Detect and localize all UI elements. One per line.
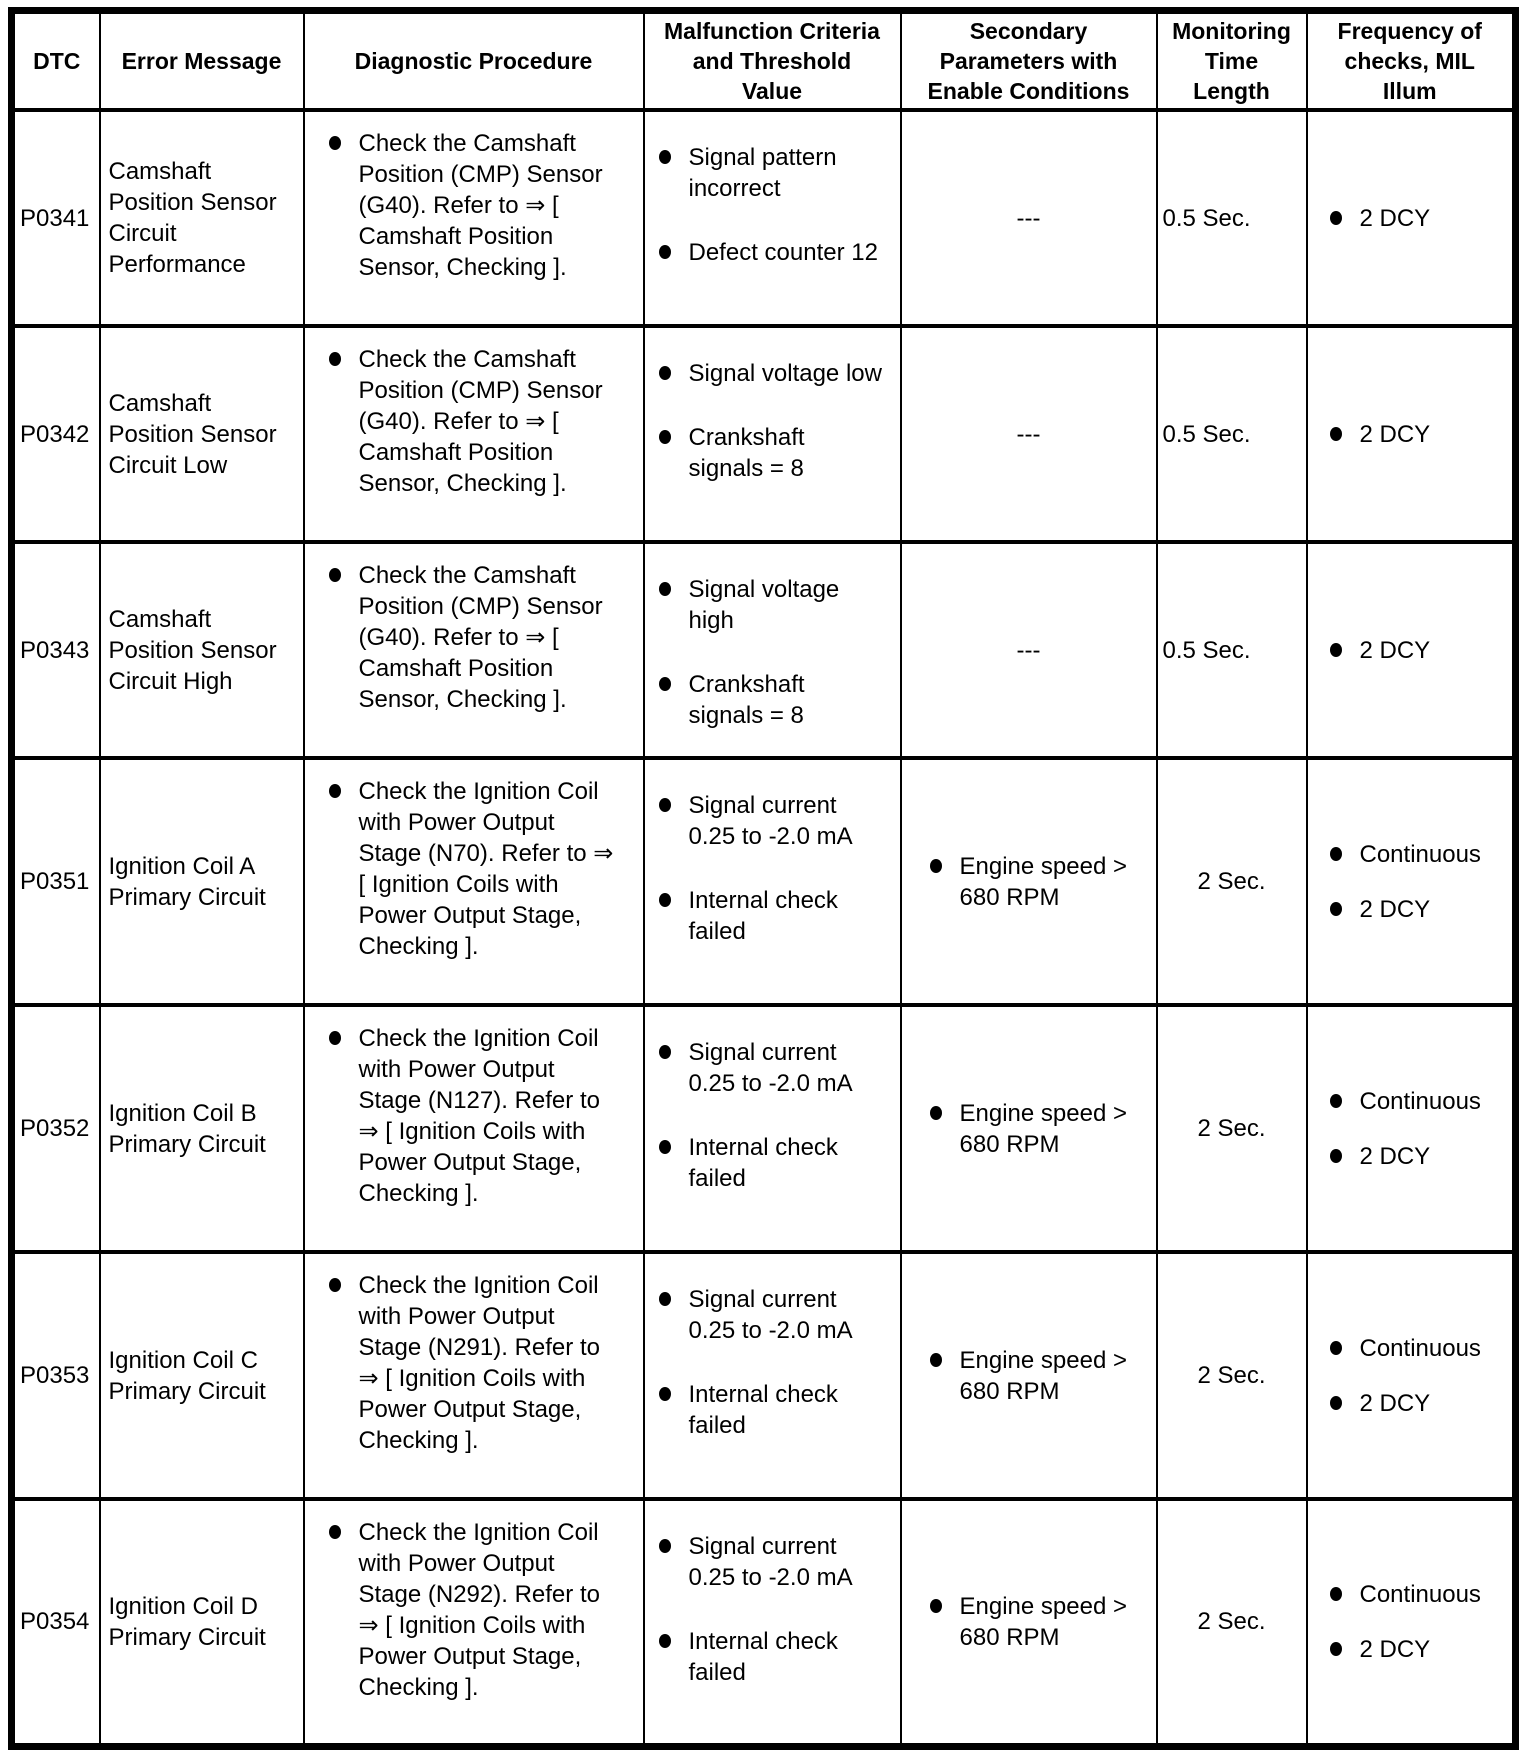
secondary-parameters-cell <box>901 1499 1157 1746</box>
bullet-text: Check the Ignition Coil with Power Output Stage (N70). Refer to ⇒ [ Ignition Coils with Power Output Stage, Checking ]. <box>358 778 614 960</box>
bullet-item <box>659 142 896 204</box>
secondary-parameters-cell <box>901 542 1157 758</box>
error-message-cell: Ignition Coil B Primary Circuit <box>100 1005 304 1252</box>
bullet-item <box>659 1132 896 1194</box>
bullet-text: Signal voltage high <box>688 576 840 634</box>
bullet-item <box>659 422 896 484</box>
bullet-text: Engine speed > 680 RPM <box>959 1346 1127 1405</box>
bullet-text: 2 DCY <box>1359 895 1431 923</box>
malfunction-criteria-cell <box>644 758 901 1005</box>
bullet-icon <box>659 1045 671 1059</box>
diagnostic-procedure-cell <box>304 326 644 542</box>
col-header-secondary-parameters <box>901 11 1157 111</box>
monitoring-time-cell: 0.5 Sec. <box>1157 110 1307 326</box>
table-row-p0342 <box>12 326 1516 542</box>
error-message-cell: Ignition Coil A Primary Circuit <box>100 758 304 1005</box>
bullet-item <box>659 358 896 389</box>
bullet-icon <box>659 1539 671 1553</box>
bullet-item <box>902 1098 1156 1160</box>
monitoring-time-cell: 0.5 Sec. <box>1157 542 1307 758</box>
frequency-cell <box>1307 1252 1516 1499</box>
diagnostic-procedure-cell <box>304 542 644 758</box>
frequency-cell <box>1307 110 1516 326</box>
bullet-text: Signal current 0.25 to -2.0 mA <box>688 1533 853 1591</box>
frequency-cell <box>1307 326 1516 542</box>
bullet-item <box>659 885 896 947</box>
error-message-cell: Camshaft Position Sensor Circuit Performance <box>100 110 304 326</box>
malfunction-criteria-cell <box>644 1005 901 1252</box>
table-body <box>12 110 1516 1746</box>
bullet-icon <box>329 1278 341 1292</box>
table-row-p0351 <box>12 758 1516 1005</box>
error-message-cell: Ignition Coil C Primary Circuit <box>100 1252 304 1499</box>
bullet-item <box>329 1270 639 1456</box>
bullet-item <box>1330 635 1513 666</box>
header-line: Enable Conditions <box>927 78 1130 104</box>
bullet-icon <box>329 352 341 366</box>
bullet-icon <box>659 798 671 812</box>
monitoring-time-cell: 0.5 Sec. <box>1157 326 1307 542</box>
diagnostic-procedure-cell <box>304 1005 644 1252</box>
bullet-text: Continuous <box>1359 840 1481 868</box>
bullet-icon <box>659 430 671 444</box>
bullet-icon <box>930 1599 942 1613</box>
malfunction-criteria-cell <box>644 542 901 758</box>
bullet-icon <box>659 1634 671 1648</box>
bullet-item <box>659 669 896 731</box>
bullet-icon <box>329 568 341 582</box>
bullet-text: 2 DCY <box>1359 636 1431 664</box>
bullet-item <box>1330 1579 1513 1610</box>
diagnostic-procedure-cell <box>304 1252 644 1499</box>
malfunction-criteria-cell <box>644 1499 901 1746</box>
bullet-icon <box>1330 1149 1342 1163</box>
no-conditions-placeholder: --- <box>1016 420 1041 448</box>
bullet-icon <box>1330 1642 1342 1656</box>
bullet-item <box>659 1531 896 1593</box>
bullet-text: Signal current 0.25 to -2.0 mA <box>688 1286 853 1344</box>
bullet-item <box>1330 1141 1513 1172</box>
bullet-icon <box>1330 211 1342 225</box>
header-line: Length <box>1193 78 1270 104</box>
secondary-parameters-cell <box>901 1252 1157 1499</box>
monitoring-time-cell: 2 Sec. <box>1157 1005 1307 1252</box>
bullet-item <box>1330 839 1513 870</box>
bullet-icon <box>659 893 671 907</box>
table-row-p0341 <box>12 110 1516 326</box>
col-header-frequency <box>1307 11 1516 111</box>
header-line: Secondary <box>969 18 1088 44</box>
bullet-item <box>329 560 639 715</box>
error-message-cell: Camshaft Position Sensor Circuit Low <box>100 326 304 542</box>
bullet-text: Continuous <box>1359 1334 1481 1362</box>
bullet-icon <box>1330 1587 1342 1601</box>
bullet-text: Internal check failed <box>688 1134 838 1192</box>
monitoring-time-cell: 2 Sec. <box>1157 1252 1307 1499</box>
bullet-text: Signal current 0.25 to -2.0 mA <box>688 1039 853 1097</box>
diagnostic-procedure-cell <box>304 1499 644 1746</box>
bullet-icon <box>1330 1094 1342 1108</box>
bullet-item <box>659 1379 896 1441</box>
bullet-text: 2 DCY <box>1359 204 1431 232</box>
diagnostic-procedure-cell <box>304 110 644 326</box>
dtc-cell: P0353 <box>12 1252 100 1499</box>
header-line: Time <box>1204 48 1259 74</box>
table-row-p0353 <box>12 1252 1516 1499</box>
bullet-icon <box>659 582 671 596</box>
header-line: Illum <box>1382 78 1437 104</box>
bullet-icon <box>659 150 671 164</box>
header-line: Parameters with <box>939 48 1118 74</box>
secondary-parameters-cell <box>901 1005 1157 1252</box>
bullet-item <box>329 1517 639 1703</box>
monitoring-time-cell: 2 Sec. <box>1157 758 1307 1005</box>
bullet-item <box>659 1037 896 1099</box>
frequency-cell <box>1307 542 1516 758</box>
bullet-text: Check the Ignition Coil with Power Output Stage (N127). Refer to ⇒ [ Ignition Coils with Power Output Stage, Checking ]. <box>358 1025 600 1207</box>
bullet-icon <box>1330 1396 1342 1410</box>
secondary-parameters-cell <box>901 110 1157 326</box>
bullet-text: Continuous <box>1359 1087 1481 1115</box>
no-conditions-placeholder: --- <box>1016 204 1041 232</box>
header-row <box>12 11 1516 111</box>
header-line: Value <box>741 78 803 104</box>
bullet-icon <box>930 859 942 873</box>
bullet-icon <box>930 1353 942 1367</box>
header-line: DTC <box>33 48 81 74</box>
error-message-cell: Ignition Coil D Primary Circuit <box>100 1499 304 1746</box>
bullet-icon <box>659 366 671 380</box>
bullet-text: Internal check failed <box>688 1381 838 1439</box>
secondary-parameters-cell <box>901 326 1157 542</box>
bullet-icon <box>930 1106 942 1120</box>
bullet-item <box>1330 203 1513 234</box>
header-line: Error Message <box>121 48 282 74</box>
bullet-text: Continuous <box>1359 1580 1481 1608</box>
error-message-cell: Camshaft Position Sensor Circuit High <box>100 542 304 758</box>
bullet-item <box>902 851 1156 913</box>
malfunction-criteria-cell <box>644 110 901 326</box>
no-conditions-placeholder: --- <box>1016 636 1041 664</box>
col-header-malfunction-criteria <box>644 11 901 111</box>
header-line: Diagnostic Procedure <box>354 48 593 74</box>
bullet-icon <box>1330 847 1342 861</box>
bullet-text: Internal check failed <box>688 887 838 945</box>
bullet-item <box>659 574 896 636</box>
col-header-diagnostic-procedure <box>304 11 644 111</box>
bullet-icon <box>329 136 341 150</box>
header-line: Monitoring <box>1172 18 1291 44</box>
bullet-text: Signal current 0.25 to -2.0 mA <box>688 792 853 850</box>
bullet-icon <box>659 1292 671 1306</box>
dtc-cell: P0342 <box>12 326 100 542</box>
table-row-p0354 <box>12 1499 1516 1746</box>
header-line: and Threshold <box>692 48 852 74</box>
bullet-item <box>1330 1388 1513 1419</box>
frequency-cell <box>1307 758 1516 1005</box>
dtc-table <box>8 7 1519 1750</box>
bullet-icon <box>1330 427 1342 441</box>
col-header-monitoring-time <box>1157 11 1307 111</box>
dtc-cell: P0354 <box>12 1499 100 1746</box>
bullet-text: 2 DCY <box>1359 1142 1431 1170</box>
secondary-parameters-cell <box>901 758 1157 1005</box>
bullet-item <box>1330 894 1513 925</box>
dtc-cell: P0341 <box>12 110 100 326</box>
col-header-error-message <box>100 11 304 111</box>
bullet-text: Engine speed > 680 RPM <box>959 1099 1127 1158</box>
table-row-p0352 <box>12 1005 1516 1252</box>
table-header <box>12 11 1516 111</box>
bullet-text: Signal pattern incorrect <box>688 144 837 202</box>
malfunction-criteria-cell <box>644 326 901 542</box>
bullet-text: Check the Camshaft Position (CMP) Sensor (G40). Refer to ⇒ [ Camshaft Position Sensor, Checking ]. <box>358 130 603 281</box>
malfunction-criteria-cell <box>644 1252 901 1499</box>
bullet-icon <box>329 1525 341 1539</box>
bullet-item <box>1330 1634 1513 1665</box>
bullet-icon <box>1330 643 1342 657</box>
bullet-icon <box>659 677 671 691</box>
bullet-item <box>659 1284 896 1346</box>
bullet-item <box>659 1626 896 1688</box>
dtc-cell: P0351 <box>12 758 100 1005</box>
header-line: checks, MIL <box>1344 48 1475 74</box>
bullet-text: 2 DCY <box>1359 1635 1431 1663</box>
bullet-icon <box>1330 902 1342 916</box>
bullet-icon <box>329 1031 341 1045</box>
bullet-icon <box>659 1387 671 1401</box>
bullet-item <box>1330 419 1513 450</box>
dtc-cell: P0343 <box>12 542 100 758</box>
header-line: Frequency of <box>1337 18 1482 44</box>
bullet-item <box>902 1345 1156 1407</box>
bullet-text: 2 DCY <box>1359 1389 1431 1417</box>
bullet-item <box>1330 1333 1513 1364</box>
bullet-icon <box>659 1140 671 1154</box>
diagnostic-procedure-cell <box>304 758 644 1005</box>
bullet-item <box>1330 1086 1513 1117</box>
bullet-text: Engine speed > 680 RPM <box>959 852 1127 911</box>
bullet-text: Engine speed > 680 RPM <box>959 1592 1127 1651</box>
bullet-item <box>659 790 896 852</box>
col-header-dtc <box>12 11 100 111</box>
bullet-text: 2 DCY <box>1359 420 1431 448</box>
bullet-item <box>329 128 639 283</box>
frequency-cell <box>1307 1499 1516 1746</box>
bullet-text: Defect counter 12 <box>688 239 878 266</box>
bullet-text: Check the Ignition Coil with Power Output Stage (N291). Refer to ⇒ [ Ignition Coils with Power Output Stage, Checking ]. <box>358 1272 600 1454</box>
bullet-text: Check the Camshaft Position (CMP) Sensor (G40). Refer to ⇒ [ Camshaft Position Sensor, Checking ]. <box>358 562 603 713</box>
bullet-item <box>329 1023 639 1209</box>
bullet-item <box>329 344 639 499</box>
bullet-text: Internal check failed <box>688 1628 838 1686</box>
bullet-text: Crankshaft signals = 8 <box>688 671 805 729</box>
bullet-icon <box>329 784 341 798</box>
bullet-item <box>329 776 639 962</box>
bullet-text: Signal voltage low <box>688 360 882 387</box>
bullet-item <box>902 1591 1156 1653</box>
bullet-text: Check the Camshaft Position (CMP) Sensor (G40). Refer to ⇒ [ Camshaft Position Sensor, Checking ]. <box>358 346 603 497</box>
bullet-text: Crankshaft signals = 8 <box>688 424 805 482</box>
bullet-icon <box>659 245 671 259</box>
header-line: Malfunction Criteria <box>664 18 880 44</box>
dtc-cell: P0352 <box>12 1005 100 1252</box>
table-row-p0343 <box>12 542 1516 758</box>
frequency-cell <box>1307 1005 1516 1252</box>
monitoring-time-cell: 2 Sec. <box>1157 1499 1307 1746</box>
bullet-icon <box>1330 1341 1342 1355</box>
bullet-text: Check the Ignition Coil with Power Output Stage (N292). Refer to ⇒ [ Ignition Coils with Power Output Stage, Checking ]. <box>358 1519 600 1701</box>
bullet-item <box>659 237 896 268</box>
